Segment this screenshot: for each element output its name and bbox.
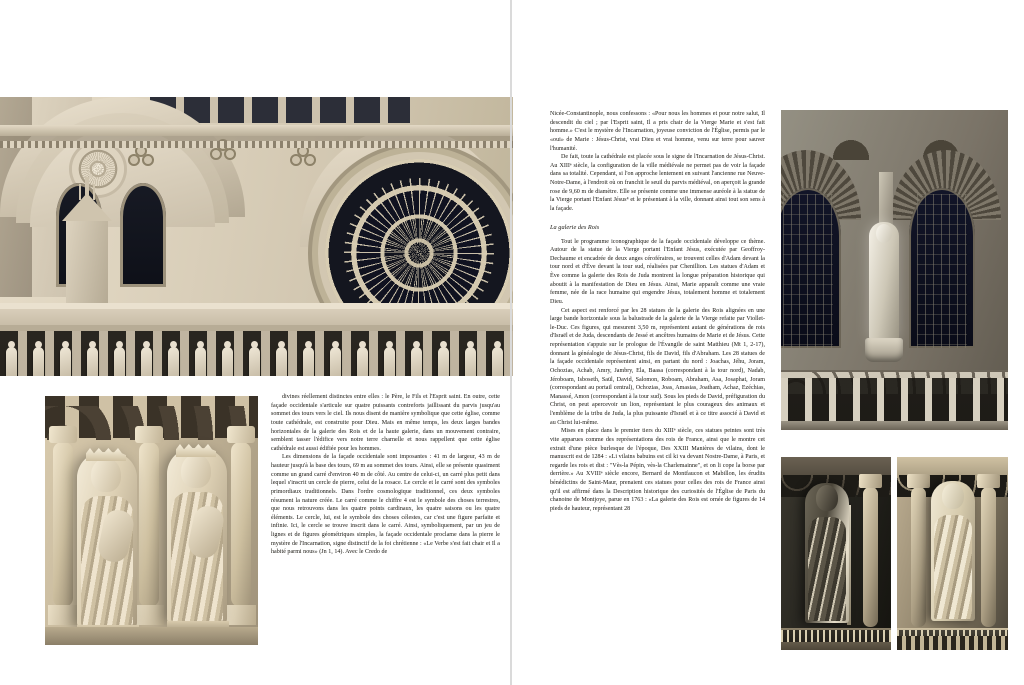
saint-a-statue [805, 483, 849, 623]
section-heading-galerie-des-rois: La galerie des Rois [550, 223, 600, 231]
high-gallery-window-left [781, 188, 841, 348]
figure-king-statue-shadow-photo [781, 457, 891, 650]
upper-cornice [0, 125, 513, 136]
saint-b-quatrefoil-band [897, 636, 1008, 650]
saint-a-drapery [808, 517, 846, 621]
saint-b-drapery [934, 515, 972, 619]
adam-scene [781, 110, 1008, 430]
pinnacle-turret-left [66, 219, 108, 305]
king-statue-right [167, 448, 227, 623]
saint-a-scene [781, 457, 891, 650]
arcade-colonnettes [781, 378, 1008, 422]
king-head [181, 454, 211, 488]
trefoil-ornament [128, 145, 154, 167]
paragraph: divines réellement distinctes entre elles : le Père, le Fils et l'Esprit saint. En outre, cette façade occidentale s'articule sur quatre puissants contreforts jaillissant du parvis jusqu'au sommet des tours vers le ciel. Ils nous disent de manière symbolique que cette église, comme toute cathédrale, est construite pour Dieu. Mais en même temps, les deux larges bandes horizontales de la galerie des Rois et de la haute galerie, dans un mouvement contraire, semblent tasser l'édifice vers notre terre charnelle et nous rappellent que cette église cathédrale est aussi édifiée pour les hommes. [271, 394, 500, 452]
saint-b-statue [931, 481, 975, 621]
paragraph: De fait, toute la cathédrale est placée sous le signe de l'Incarnation de Jésus-Christ. Au XIIIᵉ siècle, la configuration de la ville médiévale ne permet pas de voir la façade dans sa totalité. Cependant, si l'on approche lentement en suivant l'ancienne rue Neuve-Notre-Dame, à l'endroit où on franchit le seuil du parvis médiéval, on aperçoit la grande rose de 9,60 m de diamètre. Elle se présente comme une immense auréole à la statue de la Vierge portant l'Enfant Jésus⁴ et le présentant à la ville, donnant ainsi tout son sens à la façade. [550, 154, 765, 212]
saint-b-pillar-right [981, 487, 996, 627]
paragraph: Tout le programme iconographique de la façade occidentale développe ce thème. Autour de la statue de la Vierge portant l'Enfant Jésus, exécutée par Geoffroy-Dechaume et encadrée de deux anges céroféraires, se trouvent celles d'Adam devant la tour nord et d'Ève devant la tour sud, réalisées par Chenillion. Les statues d'Adam et Ève comme la galerie des Rois de Juda montrent la longue préparation historique qui aboutit à la manifestation de Dieu en Jésus. Ainsi, Marie apparaît comme une vraie femme, née de la race humaine qui engendre Jésus, totalement homme et totalement Dieu. [550, 238, 765, 305]
trefoil-ornament [290, 145, 316, 167]
saint-a-base [781, 628, 891, 650]
saint-a-head [816, 485, 838, 511]
gallery-of-kings [0, 331, 513, 376]
king-head [91, 458, 121, 492]
colonnette [139, 442, 159, 607]
colonnette [231, 442, 251, 607]
adam-head [876, 224, 892, 243]
facade-scene [0, 97, 513, 376]
saint-b-scene [897, 457, 1008, 650]
lancet-window-right [120, 183, 166, 287]
balusters [0, 309, 513, 325]
adam-statue [869, 222, 899, 340]
paragraph: Mises en place dans le premier tiers du XIIIᵉ siècle, ces statues peintes sont très vite apparues comme des représentations des rois de France, ainsi que le montre cet extrait d'une pièce burlesque de l'époque, Des XXIII Manières de vilains, dont le manuscrit est de 1284 : «Li vilains babuins est cil ki va devant Nostre-Dame, à Paris, et regarde les rois et dist : "Vès-la Pépin, vès-la Charlemainne", et on li cope la borse par derrière.» Au XVIIIᵉ siècle encore, Bernard de Montfaucon et Mabillon, les érudits bénédictins de Saint-Maur, prenaient ces statues pour celles des rois de France ainsi qu'il est affirmé dans la Description historique des curiosités de l'Église de Paris du chanoine de Montjoye, parue en 1763 : «La galerie des Rois est ornée de figures de 14 pieds de hauteur, représentant 28 [550, 428, 765, 512]
figure-adam-statue-photo [781, 110, 1008, 430]
saint-a-pillar [863, 487, 878, 627]
high-gallery-window-right [909, 188, 975, 348]
balustrade [0, 303, 513, 331]
paragraph: Les dimensions de la façade occidentale sont imposantes : 41 m de largeur, 43 m de hauteur jusqu'à la base des tours, 69 m au sommet des tours. Ainsi, elle se présente quasiment comme un grand carré d'environ 40 m de côté. Au centre de celui-ci, un carré plus petit dans lequel s'inscrit un cercle de pierre, celui de la rosace. Le cercle et le carré sont des symboles primordiaux traditionnels. Dans l'ordre cosmologique traditionnel, ces deux symboles résument la nature créée. Le carré comme le chiffre 4 est le symbole des choses terrestres, que nous retrouvons dans les quatre points cardinaux, les quatre saisons ou les quatre éléments. Le cercle, lui, est le symbole des choses célestes, car c'est une figure parfaite et infinie. Ici, le cercle se trouve inscrit dans le carré. Ainsi, symboliquement, par un jeu de lignes et de figures géométriques simples, la façade occidentale proclame dans la pierre le mystère de l'Incarnation, signe distinctif de la foi chrétienne : «Le Verbe s'est fait chair et Il a habité parmi nous» (Jn 1, 14). Avec le Credo de [271, 454, 500, 556]
kings-plinth [45, 627, 258, 645]
figure-king-statue-lit-photo [897, 457, 1008, 650]
rose-spokes-inner [381, 215, 456, 290]
saint-b-head [942, 483, 964, 509]
figure-facade-photo [0, 97, 513, 376]
dentil-course [0, 141, 513, 148]
left-page-text-column [271, 393, 500, 557]
figure-kings-statues-photo [45, 396, 258, 645]
adam-lower-arcade [781, 370, 1008, 430]
right-page-text-column [550, 110, 765, 514]
adam-pedestal [865, 338, 903, 362]
paragraph: Nicée-Constantinople, nous confessons : «Pour nous les hommes et pour notre salut, Il descendit du ciel ; par l'Esprit saint, Il a pris chair de la Vierge Marie et s'est fait homme.» C'est le mystère de l'Incarnation, joyeuse conviction de l'Église, permis par le «oui» de Marie : Jésus-Christ, vrai Dieu et vrai homme, venu sur terre pour sauver l'humanité. [550, 111, 765, 152]
paragraph: Cet aspect est renforcé par les 28 statues de la galerie des Rois alignées en une large bande horizontale sous la balustrade de la galerie de la Vierge refaite par Viollet-le-Duc. Ces figures, qui mesurent 3,50 m, représentent autant de générations de rois d'Israël et de Juda, descendants de Jessé et ancêtres humains de Marie et de Jésus. Cette représentation s'appuie sur le prologue de l'Évangile de saint Matthieu (Mt 1, 2-17), donnant la généalogie de Jésus-Christ, fils de David, fils d'Abraham. Les 28 statues de la façade occidentale représentent ainsi, en partant du nord : Joachas, Jéhu, Joram, Ochozias, Achab, Amry, Jambry, Ela, Baasa (correspondant à la tour nord), Nadab, Jéroboam, Isboseth, Saül, David, Salomon, Roboam, Abraham, Asa, Josaphat, Joram (correspondant au portail central), Ochozias, Joas, Amasias, Joatham, Achaz, Ezéchias, Manassé, Amon (correspondant à la tour sud). Sous les pieds de David, préfiguration du Christ, on peut apercevoir un lion, représentant le plus courageux des animaux et l'emblème de la tribu de Juda, la plus puissante d'Israël et à ce titre associé à David et au Christ lui-même. [550, 307, 765, 426]
colonnette [53, 442, 73, 607]
page-gutter [510, 0, 512, 685]
adam-colonnette [879, 172, 893, 224]
kings-scene [45, 396, 258, 645]
king-statue-left [77, 452, 137, 627]
arcade-ledge [781, 421, 1008, 430]
saint-b-pillar-left [911, 487, 926, 627]
